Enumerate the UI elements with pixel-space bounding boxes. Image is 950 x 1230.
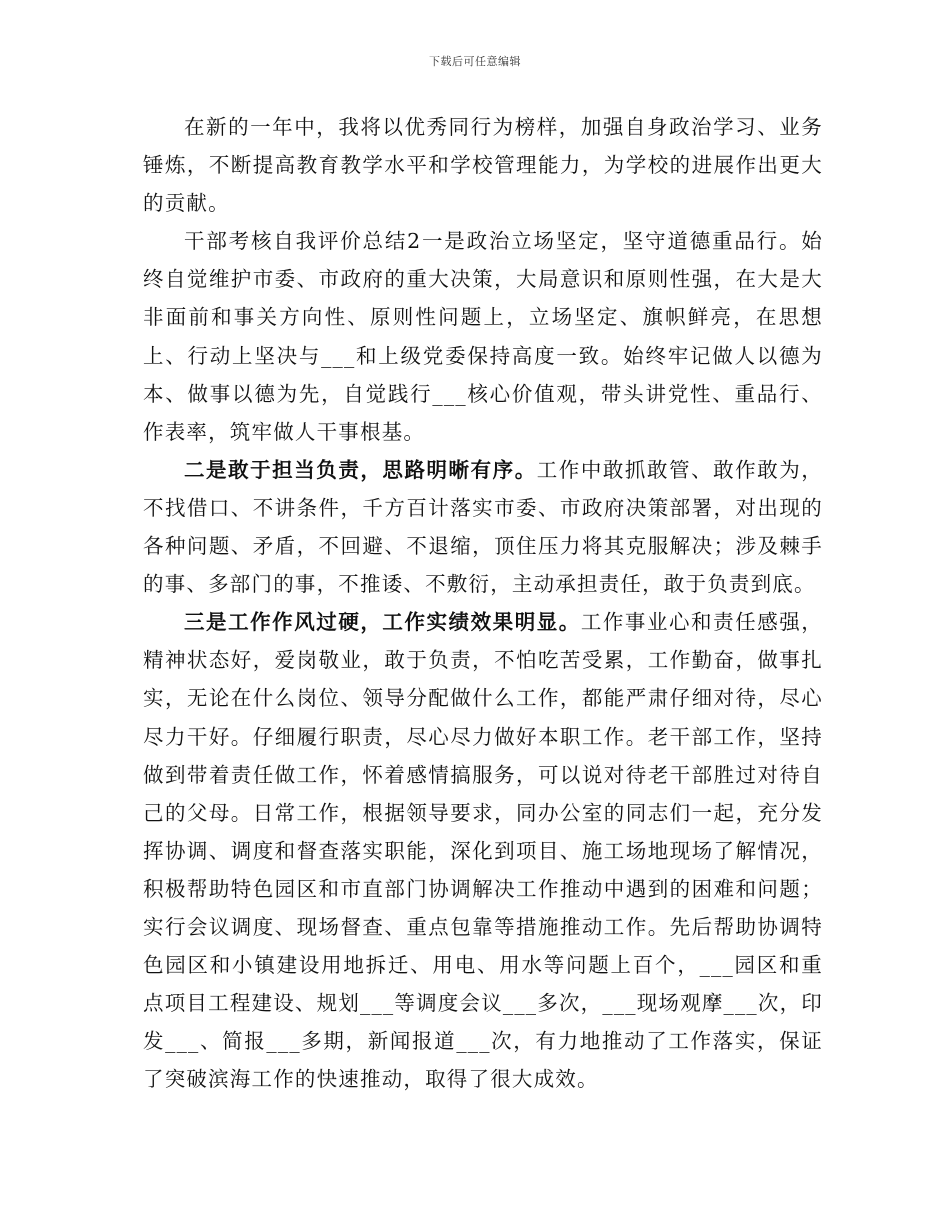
paragraph-4 (143, 603, 823, 1098)
page-header: 下载后可任意编辑 (429, 55, 521, 68)
paragraph-2-text: 干部考核自我评价总结2一是政治立场坚定，坚守道德重品行。始终自觉维护市委、市政府的重大决策，大局意识和原则性强，在大是大非面前和事关方向性、原则性问题上，立场坚定、旗帜鲜亮，在思想上、行动上坚决与___和上级党委保持高度一致。始终牢记做人以德为本、做事以德为先，自觉践行___核心价值观，带头讲党性、重品行、作表率，筑牢做人干事根基。 (143, 229, 823, 444)
paragraph-1-text: 在新的一年中，我将以优秀同行为榜样，加强自身政治学习、业务锤炼，不断提高教育教学水平和学校管理能力，为学校的进展作出更大的贡献。 (143, 115, 823, 216)
paragraph-3-text: 工作中敢抓敢管、敢作敢为，不找借口、不讲条件，千方百计落实市委、市政府决策部署，对出现的各种问题、矛盾，不回避、不退缩，顶住压力将其克服解决；涉及棘手的事、多部门的事，不推诿、不敷衍，主动承担责任，敢于负责到底。 (143, 457, 824, 597)
paragraph-3 (143, 451, 823, 603)
paragraph-3-lead: 二是敢于担当负责，思路明晰有序。 (184, 457, 537, 482)
paragraph-4-lead: 三是工作作风过硬，工作实绩效果明显。 (184, 610, 581, 635)
paragraph-1 (143, 108, 823, 222)
paragraph-2 (143, 222, 823, 451)
document-body (143, 108, 823, 1098)
paragraph-4-text: 工作事业心和责任感强，精神状态好，爱岗敬业，敢于负责，不怕吃苦受累，工作勤奋，做事扎实，无论在什么岗位、领导分配做什么工作，都能严肃仔细对待，尽心尽力干好。仔细履行职责，尽心尽力做好本职工作。老干部工作，坚持做到带着责任做工作，怀着感情搞服务，可以说对待老干部胜过对待自己的父母。日常工作，根据领导要求，同办公室的同志们一起，充分发挥协调、调度和督查落实职能，深化到项目、施工场地现场了解情况，积极帮助特色园区和市直部门协调解决工作推动中遇到的困难和问题；实行会议调度、现场督查、重点包靠等措施推动工作。先后帮助协调特色园区和小镇建设用地拆迁、用电、用水等问题上百个，___园区和重点项目工程建设、规划___等调度会议___多次，___现场观摩___次，印发___、简报___多期，新闻报道___次，有力地推动了工作落实，保证了突破滨海工作的快速推动，取得了很大成效。 (143, 610, 823, 1092)
